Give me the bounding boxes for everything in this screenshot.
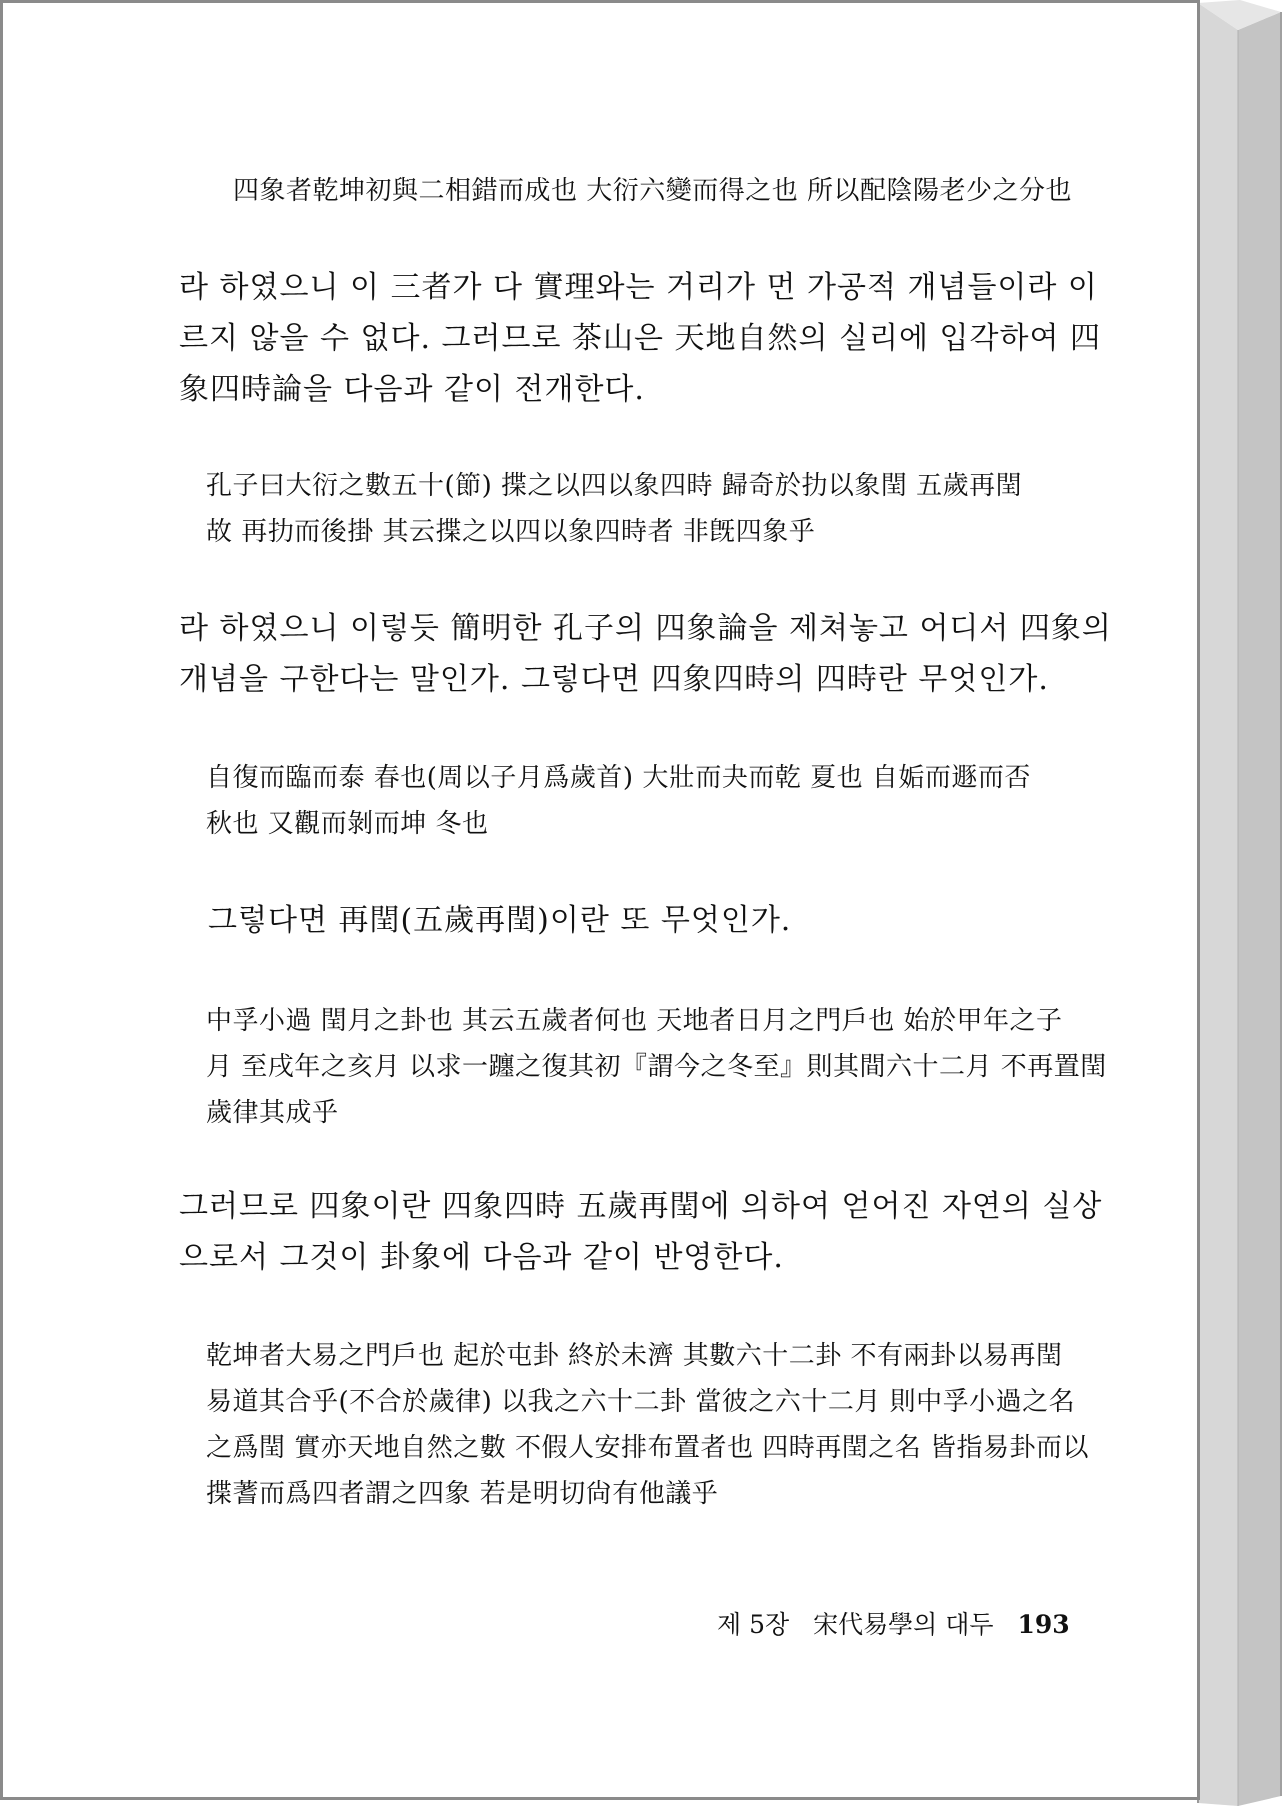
quote-line: 秋也 又觀而剝而坤 冬也	[206, 809, 489, 839]
paragraph-2	[179, 603, 1283, 705]
quote-block-3	[206, 755, 1283, 847]
quote-line: 之爲閏 實亦天地自然之數 不假人安排布置者也 四時再閏之名 皆指易卦而以	[206, 1433, 1090, 1463]
quote-line: 故 再扐而後掛 其云揲之以四以象四時者 非旣四象乎	[206, 517, 816, 547]
paragraph-line: 라 하였으니 이렇듯 簡明한 孔子의 四象論을 제쳐놓고 어디서 四象의	[179, 611, 1112, 646]
paragraph-line: 라 하였으니 이 三者가 다 實理와는 거리가 먼 가공적 개념들이라 이	[179, 270, 1098, 305]
quote-line: 歲律其成乎	[206, 1098, 339, 1128]
page-footer	[717, 1605, 1070, 1641]
quote-line: 四象者乾坤初與二相錯而成也 大衍六變而得之也 所以配陰陽老少之分也	[233, 176, 1073, 206]
quote-block-1	[233, 168, 1283, 214]
paragraph-1	[179, 262, 1283, 415]
paragraph-line: 그러므로 四象이란 四象四時 五歲再閏에 의하여 얻어진 자연의 실상	[179, 1189, 1103, 1224]
page-number: 193	[1017, 1610, 1070, 1639]
quote-line: 月 至戌年之亥月 以求一躔之復其初『謂今之冬至』則其間六十二月 不再置閏	[206, 1052, 1107, 1082]
paragraph-line: 개념을 구한다는 말인가. 그렇다면 四象四時의 四時란 무엇인가.	[179, 662, 1049, 697]
quote-line: 乾坤者大易之門戶也 起於屯卦 終於未濟 其數六十二卦 不有兩卦以易再閏	[206, 1341, 1063, 1371]
quote-line: 自復而臨而泰 春也(周以子月爲歲首) 大壯而夬而乾 夏也 自姤而遯而否	[206, 763, 1031, 793]
chapter-label: 제 5장	[717, 1610, 790, 1639]
chapter-title: 宋代易學의 대두	[813, 1610, 994, 1639]
paragraph-line: 으로서 그것이 卦象에 다음과 같이 반영한다.	[179, 1240, 784, 1275]
paragraph-3	[208, 895, 1283, 946]
quote-line: 中孚小過 閏月之卦也 其云五歲者何也 天地者日月之門戶也 始於甲年之子	[206, 1006, 1063, 1036]
paragraph-4	[179, 1181, 1283, 1283]
paragraph-line: 象四時論을 다음과 같이 전개한다.	[179, 372, 645, 407]
quote-block-2	[206, 463, 1283, 555]
quote-line: 孔子曰大衍之數五十(節) 揲之以四以象四時 歸奇於扐以象閏 五歲再閏	[206, 471, 1023, 501]
paragraph-line: 르지 않을 수 없다. 그러므로 茶山은 天地自然의 실리에 입각하여 四	[179, 321, 1101, 356]
quote-block-5	[206, 1333, 1283, 1517]
paragraph-line: 그렇다면 再閏(五歲再閏)이란 또 무엇인가.	[208, 903, 792, 938]
quote-line: 揲蓍而爲四者謂之四象 若是明切尙有他議乎	[206, 1479, 719, 1509]
quote-line: 易道其合乎(不合於歲律) 以我之六十二卦 當彼之六十二月 則中孚小過之名	[206, 1387, 1076, 1417]
quote-block-4	[206, 998, 1283, 1136]
